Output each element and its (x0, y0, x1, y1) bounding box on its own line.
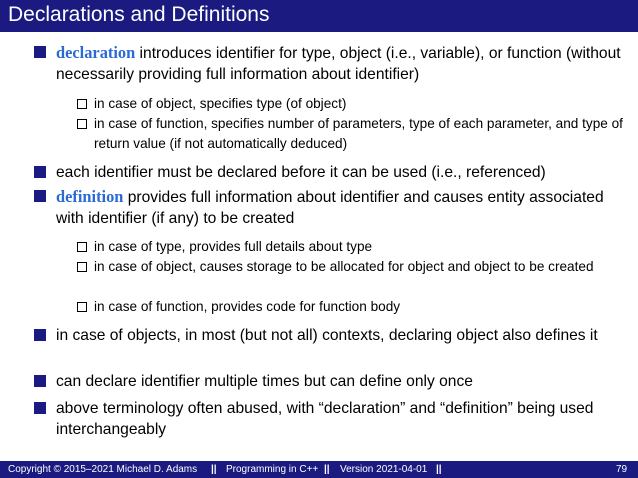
bullet-text: provides full information about identifier and causes entity associated with identifier (if any) to be created (56, 189, 604, 227)
footer-separator: || (436, 464, 442, 475)
sub-bullet (0, 94, 638, 114)
sub-bullet-text: in case of function, specifies number of parameters, type of each parameter, and type of return value (if not automatically deduced) (94, 116, 623, 151)
slide-title: Declarations and Definitions (8, 3, 270, 26)
sub-bullet (0, 237, 638, 257)
sub-bullet (0, 114, 638, 154)
term-declaration: declaration (56, 43, 136, 62)
slide-content (0, 42, 638, 440)
bullet-declaration (0, 42, 638, 84)
bullet-definition (0, 186, 638, 228)
sub-bullet (0, 257, 638, 297)
title-bar (0, 0, 638, 32)
footer-course: Programming in C++ (226, 464, 319, 475)
bullet-declare-before-use (0, 162, 638, 183)
sub-bullet-text: in case of object, specifies type (of object) (94, 96, 347, 111)
hollow-square-bullet-icon (77, 302, 87, 312)
footer-separator: || (324, 464, 330, 475)
hollow-square-bullet-icon (77, 119, 87, 129)
square-bullet-icon (34, 166, 46, 178)
page-number: 79 (616, 464, 628, 475)
hollow-square-bullet-icon (77, 242, 87, 252)
footer-copyright: Copyright © 2015–2021 Michael D. Adams (8, 464, 198, 475)
hollow-square-bullet-icon (77, 99, 87, 109)
square-bullet-icon (34, 190, 46, 202)
bullet-text: above terminology often abused, with “declaration” and “definition” being used interchangeably (56, 400, 594, 438)
bullet-terminology (0, 398, 638, 440)
bullet-text: can declare identifier multiple times but can define only once (56, 373, 473, 390)
square-bullet-icon (34, 46, 46, 58)
footer-separator: || (211, 464, 217, 475)
footer-bar (0, 461, 638, 478)
footer-version: Version 2021-04-01 (340, 464, 428, 475)
bullet-declare-multiple (0, 371, 638, 392)
square-bullet-icon (34, 402, 46, 414)
square-bullet-icon (34, 375, 46, 387)
term-definition: definition (56, 187, 124, 206)
bullet-text: in case of objects, in most (but not all) contexts, declaring object also defines it (56, 327, 598, 344)
bullet-text: each identifier must be declared before it can be used (i.e., referenced) (56, 164, 546, 181)
bullet-text: introduces identifier for type, object (i.e., variable), or function (without necessarily providing full information about identifier) (56, 45, 621, 83)
sub-bullet-text: in case of type, provides full details about type (94, 239, 373, 254)
square-bullet-icon (34, 329, 46, 341)
sub-bullet (0, 297, 638, 317)
hollow-square-bullet-icon (77, 262, 87, 272)
sub-bullet-text: in case of function, provides code for function body (94, 299, 401, 314)
sub-bullet-text: in case of object, causes storage to be allocated for object and object to be created (94, 259, 594, 274)
bullet-objects-defined (0, 325, 638, 367)
